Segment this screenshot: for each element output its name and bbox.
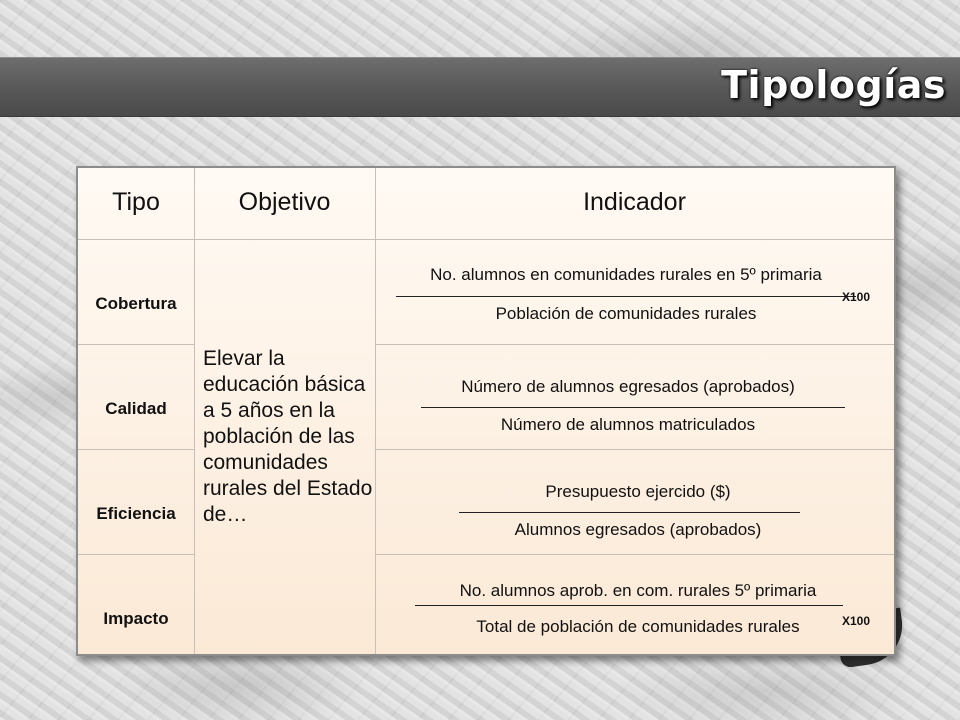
row-divider <box>78 554 194 555</box>
tipo-impacto: Impacto <box>103 609 169 628</box>
tipo-calidad: Calidad <box>105 399 167 418</box>
impacto-numerator: No. alumnos aprob. en com. rurales 5º primaria <box>459 581 817 600</box>
eficiencia-denominator: Alumnos egresados (aprobados) <box>514 520 762 539</box>
row-divider <box>78 344 194 345</box>
impacto-fraction-bar <box>415 605 843 606</box>
calidad-denominator: Número de alumnos matriculados <box>500 415 756 434</box>
calidad-numerator: Número de alumnos egresados (aprobados) <box>461 377 795 396</box>
row-divider <box>78 449 194 450</box>
table-grid <box>78 168 894 654</box>
cobertura-denominator: Población de comunidades rurales <box>495 304 757 323</box>
eficiencia-fraction-bar <box>459 512 800 513</box>
header-indicador: Indicador <box>583 188 686 216</box>
row-divider <box>375 344 894 345</box>
title-bar <box>0 57 960 117</box>
header-divider <box>78 239 894 240</box>
column-divider <box>375 168 376 654</box>
header-tipo: Tipo <box>112 188 160 216</box>
impacto-denominator: Total de población de comunidades rurales <box>476 617 800 636</box>
tipo-cobertura: Cobertura <box>95 294 177 313</box>
row-divider <box>375 554 894 555</box>
impacto-multiplier: X100 <box>842 614 871 628</box>
column-divider <box>194 168 195 654</box>
row-divider <box>375 449 894 450</box>
typology-table <box>76 166 896 656</box>
header-objetivo: Objetivo <box>238 188 331 216</box>
objetivo-text: Elevar la educación básica a 5 años en la población de las comunidades rurales del Estado de… <box>203 347 373 526</box>
cobertura-fraction-bar <box>396 296 856 297</box>
tipo-eficiencia: Eficiencia <box>96 504 176 523</box>
page-title: Tipologías <box>721 63 946 107</box>
calidad-fraction-bar <box>421 407 845 408</box>
eficiencia-numerator: Presupuesto ejercido ($) <box>545 482 731 501</box>
cobertura-numerator: No. alumnos en comunidades rurales en 5º primaria <box>430 265 822 284</box>
cobertura-multiplier: X100 <box>842 290 871 304</box>
